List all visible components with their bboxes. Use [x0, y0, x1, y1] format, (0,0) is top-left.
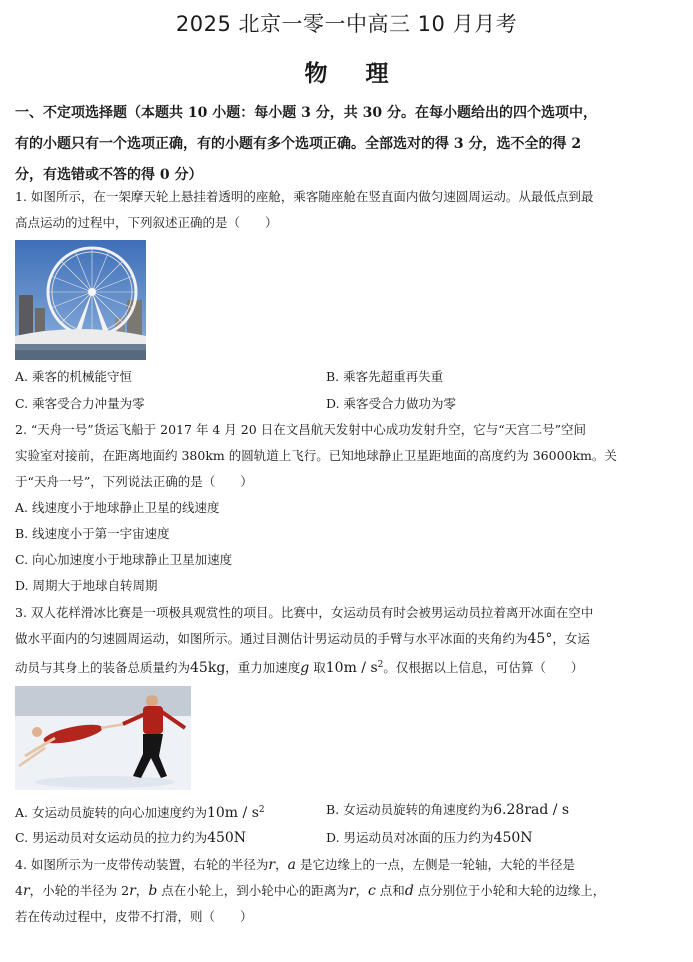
section-instructions-line: 分，有选错或不答的得 0 分） [15, 167, 203, 183]
q1-stem-line: 高点运动的过程中，下列叙述正确的是（ ） [15, 215, 278, 230]
q3-g-exponent: 2 [377, 660, 384, 670]
q4-var-r: r [268, 857, 276, 873]
q1-option-d: D. 乘客受合力做功为零 [326, 396, 457, 411]
q3-option-d-value: 450N [493, 830, 533, 846]
q4-var-a: a [287, 857, 296, 873]
q4-stem-line [15, 882, 655, 900]
q4-var-r: r [129, 883, 136, 899]
q4-text: ， [275, 857, 288, 872]
q2-option-d: D. 周期大于地球自转周期 [15, 578, 158, 593]
q4-text: ，小轮的半径为 2 [29, 883, 130, 898]
figure-skating-photo [15, 686, 191, 790]
q4-var-r: r [348, 883, 356, 899]
q3-option-c-text: C. 男运动员对女运动员的拉力约为 [15, 830, 208, 845]
q2-stem-line: 于“天舟一号”，下列说法正确的是（ ） [15, 474, 253, 489]
q3-option-b-text: B. 女运动员旋转的角速度约为 [326, 802, 494, 817]
q1-option-b: B. 乘客先超重再失重 [326, 369, 444, 384]
q3-option-a [15, 801, 265, 822]
q4-var-d: d [404, 883, 414, 899]
q3-option-a-text: A. 女运动员旋转的向心加速度约为 [15, 805, 207, 821]
q4-stem-line [15, 856, 655, 874]
q3-text: ，重力加速度 [225, 660, 301, 676]
q4-var-c: c [367, 883, 376, 899]
exam-title: 2025 北京一零一中高三 10 月月考 [175, 12, 518, 36]
ferris-wheel-photo [15, 240, 146, 360]
q4-text: 4 [15, 883, 23, 898]
q2-option-c: C. 向心加速度小于地球静止卫星加速度 [15, 552, 233, 567]
q4-var-r: r [22, 883, 30, 899]
q4-text: 点分别位于小轮和大轮的边缘上， [413, 883, 606, 898]
q2-option-b: B. 线速度小于第一宇宙速度 [15, 526, 170, 541]
q4-text: ， [135, 883, 149, 898]
q3-stem-line [15, 630, 655, 648]
q3-stem-line [15, 656, 655, 677]
q2-stem-line: 2. “天舟一号”货运飞船于 2017 年 4 月 20 日在文昌航天发射中心成功发射升空，它与“天宫二号”空间 [15, 422, 586, 437]
q3-g-symbol: g [300, 660, 310, 677]
q1-option-c: C. 乘客受合力冲量为零 [15, 396, 145, 411]
q3-option-c [15, 829, 246, 847]
q3-text: ，女运 [552, 631, 590, 646]
q3-mass: 45kg [190, 660, 226, 677]
q3-g-value: 10m / s [325, 660, 378, 677]
q3-text: 。仅根据以上信息，可估算（ ） [383, 660, 584, 676]
q2-stem-line: 实验室对接前，在距离地面约 380km 的圆轨道上飞行。已知地球静止卫星距地面的高度约为 36000km。关 [15, 448, 617, 463]
q3-stem-line: 3. 双人花样滑冰比赛是一项极具观赏性的项目。比赛中，女运动员有时会被男运动员拉着离开冰面在空中 [15, 605, 594, 620]
q3-option-d-text: D. 男运动员对冰面的压力约为 [326, 830, 494, 845]
q4-text: 点在小轮上，到小轮中心的距离为 [157, 883, 349, 898]
q4-text: 点和 [375, 883, 405, 898]
q4-stem-line: 若在传动过程中，皮带不打滑，则（ ） [15, 909, 253, 924]
q3-option-b [326, 801, 569, 819]
q3-option-a-exponent: 2 [258, 805, 265, 815]
section-instructions-line: 有的小题只有一个选项正确，有的小题有多个选项正确。全部选对的得 3 分，选不全的得 2 [15, 136, 582, 152]
q1-option-a: A. 乘客的机械能守恒 [15, 369, 132, 384]
q3-option-a-value: 10m / s [206, 805, 259, 822]
q3-option-c-value: 450N [207, 830, 247, 846]
q1-stem-line: 1. 如图所示，在一架摩天轮上悬挂着透明的座舱，乘客随座舱在竖直面内做匀速圆周运动。从最低点到最 [15, 189, 594, 204]
q4-text: 4. 如图所示为一皮带传动装置，右轮的半径为 [15, 857, 269, 872]
subject-title: 物理 [304, 61, 427, 87]
q3-text: 做水平面内的匀速圆周运动，如图所示。通过目测估计男运动员的手臂与水平冰面的夹角约为 [15, 631, 528, 646]
q3-text: 动员与其身上的装备总质量约为 [15, 660, 191, 676]
q3-option-b-value: 6.28rad / s [493, 802, 570, 818]
section-instructions [15, 98, 645, 191]
q3-text: 取 [309, 660, 326, 676]
q4-text: 是它边缘上的一点，左侧是一轮轴，大轮的半径是 [295, 857, 575, 872]
section-instructions-line: 一、不定项选择题（本题共 10 小题：每小题 3 分，共 30 分。在每小题给出的四个选项中， [15, 105, 597, 121]
q4-var-b: b [148, 883, 158, 899]
q3-angle: 45° [527, 631, 553, 647]
q3-option-d [326, 829, 533, 847]
q2-option-a: A. 线速度小于地球静止卫星的线速度 [15, 500, 220, 515]
q4-text: ， [355, 883, 368, 898]
